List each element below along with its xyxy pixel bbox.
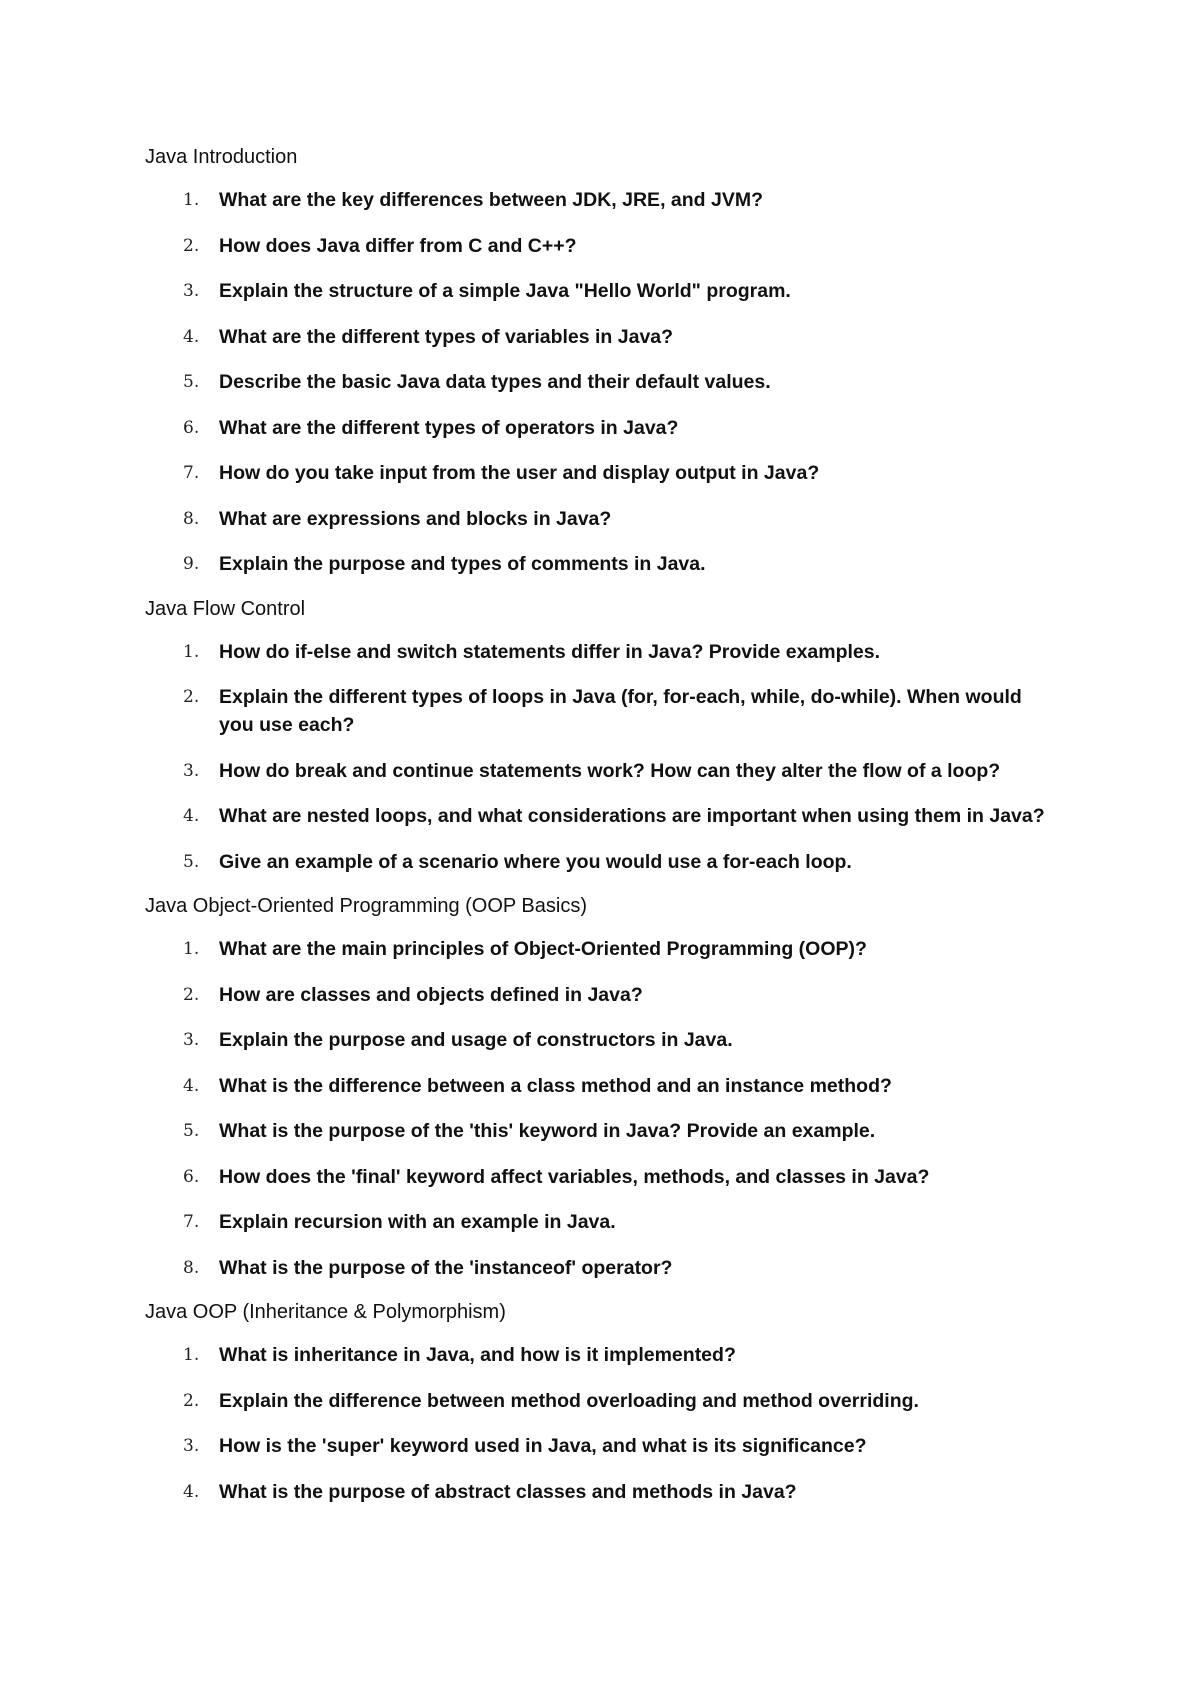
question-text: What are the key differences between JDK, JRE, and JVM? xyxy=(219,189,763,211)
list-item xyxy=(145,505,1080,533)
question-text: Explain the structure of a simple Java "Hello World" program. xyxy=(219,280,791,302)
list-number: 8. xyxy=(183,508,200,529)
list-number: 6. xyxy=(183,1166,200,1187)
question-text: How is the 'super' keyword used in Java, and what is its significance? xyxy=(219,1435,867,1457)
list-item xyxy=(145,757,1080,785)
question-text: Explain the purpose and types of comments in Java. xyxy=(219,553,706,575)
question-text: How does Java differ from C and C++? xyxy=(219,234,577,257)
list-number: 1. xyxy=(183,641,200,662)
list-item xyxy=(145,1341,1080,1369)
list-item xyxy=(145,1254,1080,1282)
list-item xyxy=(145,1478,1080,1506)
list-number: 2. xyxy=(183,984,200,1005)
list-number: 5. xyxy=(183,372,200,392)
list-item xyxy=(145,638,1080,666)
list-number: 2. xyxy=(183,687,200,707)
list-item xyxy=(145,1117,1080,1145)
question-text: How do you take input from the user and display output in Java? xyxy=(219,462,820,484)
question-text: What are the main principles of Object-Oriented Programming (OOP)? xyxy=(219,938,867,960)
list-item xyxy=(145,935,1080,963)
question-text: How does the 'final' keyword affect variables, methods, and classes in Java? xyxy=(219,1165,930,1188)
section-java-oop-inheritance xyxy=(145,1299,1080,1506)
list-item xyxy=(145,414,1080,442)
list-item xyxy=(145,848,1080,876)
list-item xyxy=(145,1072,1080,1100)
list-item xyxy=(145,1163,1080,1191)
question-list xyxy=(145,186,1080,578)
list-number: 2. xyxy=(183,1390,200,1411)
list-number: 4. xyxy=(183,806,200,826)
question-text: What are the different types of operators in Java? xyxy=(219,416,679,439)
question-text: Explain recursion with an example in Java. xyxy=(219,1211,616,1233)
list-item xyxy=(145,1026,1080,1054)
question-text: How do break and continue statements work? How can they alter the flow of a loop? xyxy=(219,759,1001,782)
list-number: 1. xyxy=(183,1345,200,1365)
section-heading: Java Object-Oriented Programming (OOP Basics) xyxy=(145,895,588,917)
list-number: 4. xyxy=(183,1481,200,1502)
section-java-introduction xyxy=(145,144,1080,578)
question-text: How do if-else and switch statements differ in Java? Provide examples. xyxy=(219,640,881,663)
list-item xyxy=(145,550,1080,578)
list-item xyxy=(145,683,1080,739)
question-text: What is the purpose of abstract classes and methods in Java? xyxy=(219,1480,797,1503)
question-text: What is the difference between a class method and an instance method? xyxy=(219,1074,892,1097)
list-item xyxy=(145,459,1080,487)
list-number: 3. xyxy=(183,1436,200,1456)
question-text: Describe the basic Java data types and their default values. xyxy=(219,371,771,393)
question-text: Explain the purpose and usage of constructors in Java. xyxy=(219,1029,733,1051)
question-text: Explain the difference between method overloading and method overriding. xyxy=(219,1389,919,1412)
list-number: 7. xyxy=(183,463,200,483)
list-item xyxy=(145,1208,1080,1236)
question-list xyxy=(145,1341,1080,1506)
list-item xyxy=(145,802,1080,830)
question-text: What is inheritance in Java, and how is it implemented? xyxy=(219,1344,736,1366)
list-number: 5. xyxy=(183,1121,200,1141)
list-number: 1. xyxy=(183,190,200,210)
question-text: What is the purpose of the 'instanceof' operator? xyxy=(219,1256,673,1279)
section-heading: Java Introduction xyxy=(145,146,298,168)
question-text: Give an example of a scenario where you would use a for-each loop. xyxy=(219,850,852,873)
question-list xyxy=(145,935,1080,1282)
section-heading: Java OOP (Inheritance & Polymorphism) xyxy=(145,1301,506,1323)
list-number: 4. xyxy=(183,326,200,347)
list-number: 3. xyxy=(183,760,200,781)
list-number: 3. xyxy=(183,281,200,301)
question-text: What are the different types of variables in Java? xyxy=(219,325,674,348)
question-text: What is the purpose of the 'this' keyword in Java? Provide an example. xyxy=(219,1120,876,1142)
question-text: What are nested loops, and what considerations are important when using them in Java? xyxy=(219,805,1045,827)
list-item xyxy=(145,323,1080,351)
section-heading: Java Flow Control xyxy=(145,597,306,620)
question-list xyxy=(145,638,1080,876)
list-number: 2. xyxy=(183,235,200,256)
list-number: 5. xyxy=(183,851,200,872)
question-text: What are expressions and blocks in Java? xyxy=(219,507,612,530)
list-item xyxy=(145,186,1080,214)
question-text: How are classes and objects defined in Java? xyxy=(219,983,643,1006)
list-number: 8. xyxy=(183,1257,200,1278)
list-number: 1. xyxy=(183,939,200,959)
list-item xyxy=(145,981,1080,1009)
list-number: 9. xyxy=(183,554,200,574)
section-java-oop-basics xyxy=(145,893,1080,1282)
list-item xyxy=(145,368,1080,396)
list-item xyxy=(145,277,1080,305)
list-item xyxy=(145,232,1080,260)
list-number: 7. xyxy=(183,1212,200,1232)
list-item xyxy=(145,1432,1080,1460)
list-number: 6. xyxy=(183,417,200,438)
question-text: Explain the different types of loops in Java (for, for-each, while, do-while). When would you use each? xyxy=(219,686,1022,736)
list-item xyxy=(145,1387,1080,1415)
section-java-flow-control xyxy=(145,596,1080,876)
list-number: 3. xyxy=(183,1030,200,1050)
list-number: 4. xyxy=(183,1075,200,1096)
